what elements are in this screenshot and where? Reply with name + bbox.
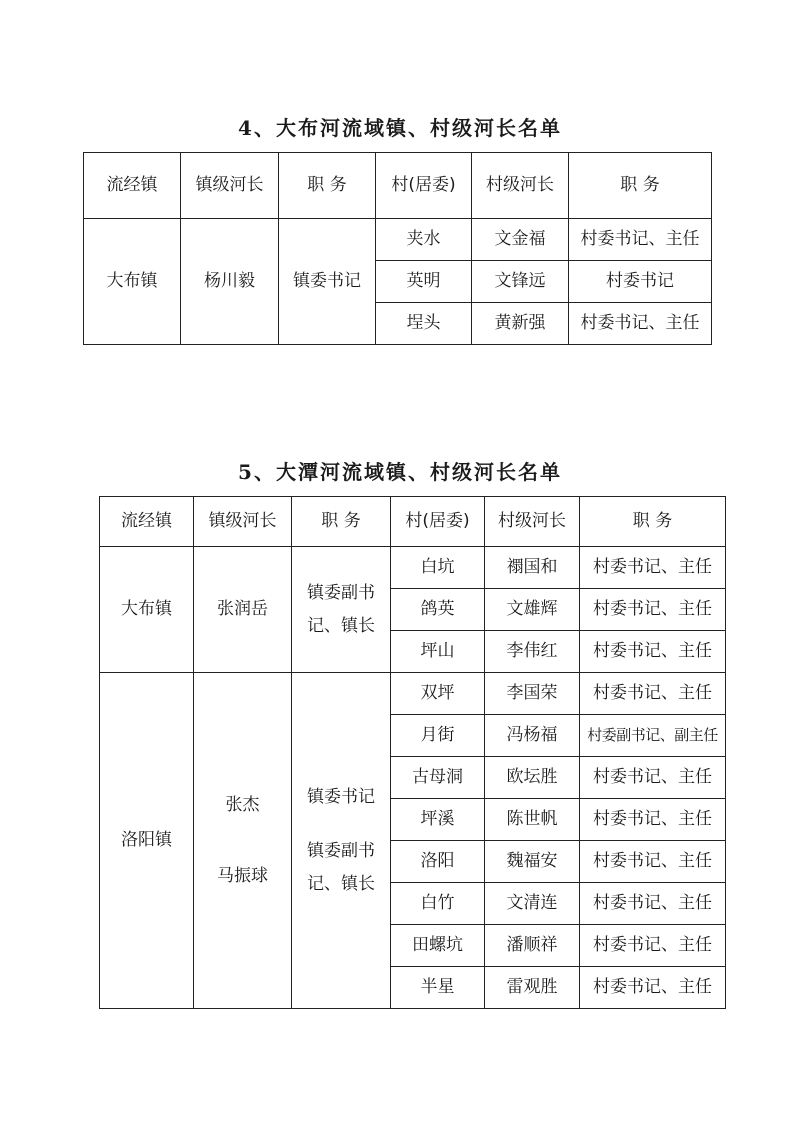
village-title-cell: 村委副书记、副主任 <box>580 715 726 757</box>
village-cell: 月街 <box>391 715 485 757</box>
village-title-cell: 村委书记、主任 <box>569 303 712 345</box>
table-header-row <box>100 497 726 547</box>
header-village-title: 职 务 <box>569 153 712 219</box>
village-cell: 英明 <box>376 261 472 303</box>
village-title-cell: 村委书记、主任 <box>580 547 726 589</box>
village-cell: 白坑 <box>391 547 485 589</box>
header-town: 流经镇 <box>84 153 181 219</box>
header-village-chief: 村级河长 <box>485 497 580 547</box>
village-chief-cell: 李伟红 <box>485 631 580 673</box>
header-title: 职 务 <box>292 497 391 547</box>
village-title-cell: 村委书记、主任 <box>569 219 712 261</box>
village-title-cell: 村委书记、主任 <box>580 631 726 673</box>
village-cell: 坪山 <box>391 631 485 673</box>
table-row <box>100 547 726 589</box>
village-cell: 洛阳 <box>391 841 485 883</box>
header-town-chief: 镇级河长 <box>194 497 292 547</box>
header-town-chief: 镇级河长 <box>181 153 279 219</box>
header-village: 村(居委) <box>376 153 472 219</box>
header-village: 村(居委) <box>391 497 485 547</box>
river-chief-table-4 <box>83 152 712 345</box>
village-chief-cell: 冯杨福 <box>485 715 580 757</box>
village-cell: 坪溪 <box>391 799 485 841</box>
table-header-row <box>84 153 712 219</box>
village-cell: 夹水 <box>376 219 472 261</box>
village-chief-cell: 雷观胜 <box>485 967 580 1009</box>
town-cell: 洛阳镇 <box>100 673 194 1009</box>
village-title-cell: 村委书记、主任 <box>580 673 726 715</box>
village-chief-cell: 禤国和 <box>485 547 580 589</box>
village-cell: 古母洞 <box>391 757 485 799</box>
town-chief-1-title: 镇委书记 <box>307 787 375 808</box>
town-cell: 大布镇 <box>84 219 181 345</box>
town-chiefs-cell <box>194 673 292 1009</box>
village-title-cell: 村委书记、主任 <box>580 841 726 883</box>
village-title-cell: 村委书记、主任 <box>580 589 726 631</box>
village-chief-cell: 李国荣 <box>485 673 580 715</box>
town-chief-title-cell: 镇委副书记、镇长 <box>292 547 391 673</box>
town-chief-cell: 杨川毅 <box>181 219 279 345</box>
village-cell: 田螺坑 <box>391 925 485 967</box>
town-chief-2: 马振球 <box>217 865 268 886</box>
table-row <box>84 219 712 261</box>
table-row <box>100 673 726 715</box>
town-chief-cell: 张润岳 <box>194 547 292 673</box>
village-title-cell: 村委书记 <box>569 261 712 303</box>
village-cell: 鸽英 <box>391 589 485 631</box>
village-chief-cell: 魏福安 <box>485 841 580 883</box>
village-chief-cell: 黄新强 <box>472 303 569 345</box>
village-chief-cell: 欧坛胜 <box>485 757 580 799</box>
town-chiefs-title-cell <box>292 673 391 1009</box>
village-title-cell: 村委书记、主任 <box>580 883 726 925</box>
town-chief-title-cell: 镇委书记 <box>279 219 376 345</box>
town-cell: 大布镇 <box>100 547 194 673</box>
section-4-title: 4、大布河流域镇、村级河长名单 <box>238 116 562 140</box>
village-title-cell: 村委书记、主任 <box>580 925 726 967</box>
village-cell: 双坪 <box>391 673 485 715</box>
village-cell: 白竹 <box>391 883 485 925</box>
village-chief-cell: 文金福 <box>472 219 569 261</box>
village-chief-cell: 文清连 <box>485 883 580 925</box>
village-title-cell: 村委书记、主任 <box>580 757 726 799</box>
header-village-chief: 村级河长 <box>472 153 569 219</box>
town-chief-1: 张杰 <box>225 795 260 816</box>
village-chief-cell: 文雄辉 <box>485 589 580 631</box>
village-chief-cell: 陈世帆 <box>485 799 580 841</box>
river-chief-table-5 <box>99 496 726 1009</box>
header-town: 流经镇 <box>100 497 194 547</box>
village-chief-cell: 文锋远 <box>472 261 569 303</box>
village-cell: 埕头 <box>376 303 472 345</box>
header-title: 职 务 <box>279 153 376 219</box>
header-village-title: 职 务 <box>580 497 726 547</box>
village-chief-cell: 潘顺祥 <box>485 925 580 967</box>
village-title-cell: 村委书记、主任 <box>580 799 726 841</box>
village-title-cell: 村委书记、主任 <box>580 967 726 1009</box>
section-5-title: 5、大潭河流域镇、村级河长名单 <box>238 460 562 484</box>
town-chief-2-title: 镇委副书记、镇长 <box>307 841 375 894</box>
village-cell: 半星 <box>391 967 485 1009</box>
